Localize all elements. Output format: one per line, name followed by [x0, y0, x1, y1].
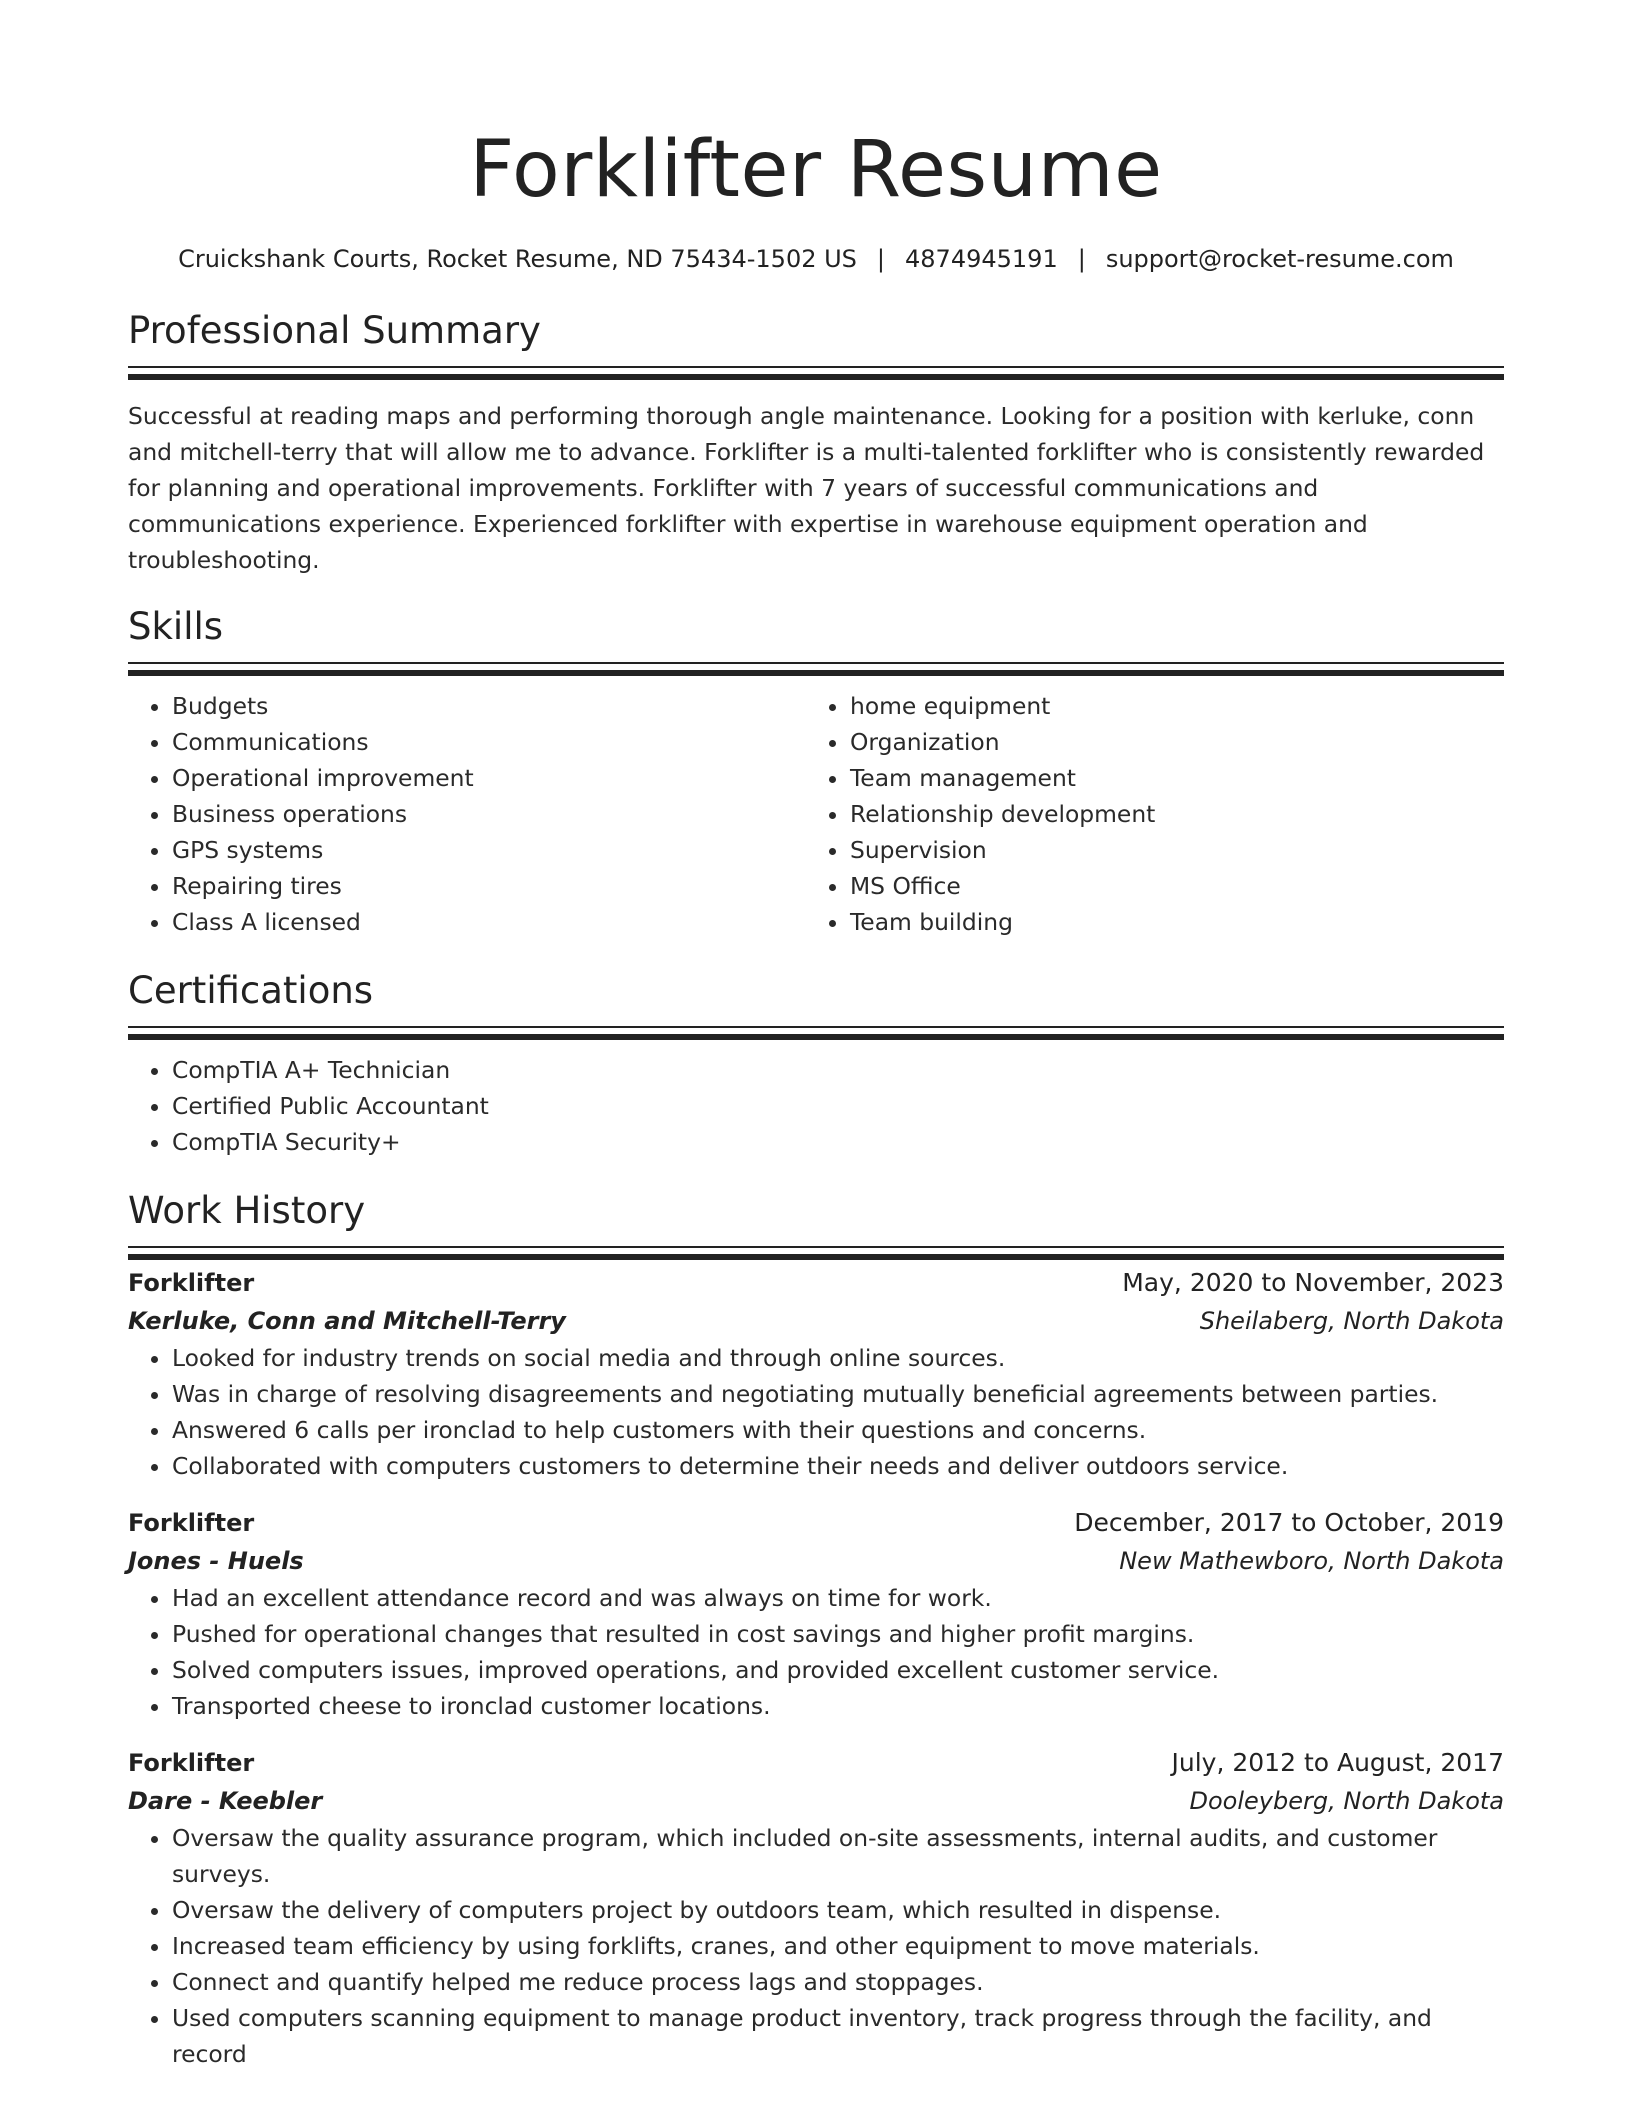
work-history-section: [128, 1186, 1504, 2072]
job-dates: July, 2012 to August, 2017: [1171, 1748, 1504, 1777]
contact-email: support@rocket-resume.com: [1105, 245, 1454, 273]
skills-section: [128, 602, 1504, 940]
job-location: Dooleyberg, North Dakota: [1189, 1787, 1504, 1815]
job-subheader: [128, 1782, 1504, 1820]
section-divider: [128, 1246, 1504, 1248]
skill-item: • Repairing tires: [172, 868, 806, 904]
skills-heading: Skills: [128, 605, 224, 648]
job-company: Jones - Huels: [128, 1547, 304, 1575]
skill-item: • Relationship development: [850, 796, 1484, 832]
job-duty: • Oversaw the delivery of computers project by outdoors team, which resulted in dispense.: [172, 1892, 1504, 1928]
job-duties: [128, 1820, 1504, 2072]
job-duty: • Used computers scanning equipment to manage product inventory, track progress through the facility, and record: [172, 2000, 1504, 2072]
summary-section: [128, 306, 1504, 578]
job-title: Forklifter: [128, 1269, 255, 1297]
job-duty: • Answered 6 calls per ironclad to help customers with their questions and concerns.: [172, 1412, 1504, 1448]
job-entry: [128, 1264, 1504, 1484]
job-dates: December, 2017 to October, 2019: [1074, 1508, 1504, 1537]
job-duty: • Connect and quantify helped me reduce process lags and stoppages.: [172, 1964, 1504, 2000]
certification-item: • Certified Public Accountant: [172, 1088, 1504, 1124]
job-duty: • Collaborated with computers customers to determine their needs and deliver outdoors service.: [172, 1448, 1504, 1484]
skills-list-right: [806, 688, 1484, 940]
certification-item: • CompTIA Security+: [172, 1124, 1504, 1160]
certifications-heading: Certifications: [128, 969, 374, 1012]
job-duty: • Pushed for operational changes that resulted in cost savings and higher profit margins.: [172, 1616, 1504, 1652]
contact-separator: |: [876, 245, 886, 273]
skill-item: • home equipment: [850, 688, 1484, 724]
certification-item: • CompTIA A+ Technician: [172, 1052, 1504, 1088]
skill-item: • Communications: [172, 724, 806, 760]
resume-page: [128, 0, 1504, 2072]
job-header: [128, 1264, 1504, 1302]
job-dates: May, 2020 to November, 2023: [1122, 1268, 1504, 1297]
skill-item: • Team management: [850, 760, 1484, 796]
skill-item: • Supervision: [850, 832, 1484, 868]
job-subheader: [128, 1542, 1504, 1580]
contact-address: Cruickshank Courts, Rocket Resume, ND 75434-1502 US: [178, 245, 857, 273]
skill-item: • Business operations: [172, 796, 806, 832]
job-company: Kerluke, Conn and Mitchell-Terry: [128, 1307, 566, 1335]
job-duties: [128, 1580, 1504, 1724]
skill-item: • MS Office: [850, 868, 1484, 904]
job-duty: • Was in charge of resolving disagreements and negotiating mutually beneficial agreements between parties.: [172, 1376, 1504, 1412]
job-header: [128, 1504, 1504, 1542]
skill-item: • Organization: [850, 724, 1484, 760]
job-title: Forklifter: [128, 1509, 255, 1537]
job-header: [128, 1744, 1504, 1782]
skills-list-left: [128, 688, 806, 940]
skill-item: • Class A licensed: [172, 904, 806, 940]
section-divider: [128, 662, 1504, 664]
skill-item: • GPS systems: [172, 832, 806, 868]
job-entry: [128, 1504, 1504, 1724]
summary-heading: Professional Summary: [128, 309, 541, 352]
skills-column-left: [128, 688, 806, 940]
resume-title: Forklifter Resume: [469, 125, 1163, 215]
contact-separator: |: [1077, 245, 1086, 273]
job-title: Forklifter: [128, 1749, 255, 1777]
certifications-section: [128, 966, 1504, 1160]
skill-item: • Team building: [850, 904, 1484, 940]
job-duty: • Transported cheese to ironclad customer locations.: [172, 1688, 1504, 1724]
job-duty: • Looked for industry trends on social media and through online sources.: [172, 1340, 1504, 1376]
job-duties: [128, 1340, 1504, 1484]
job-duty: • Oversaw the quality assurance program, which included on-site assessments, internal audits, and customer surveys.: [172, 1820, 1504, 1892]
contact-line: [128, 242, 1504, 276]
section-divider: [128, 1026, 1504, 1028]
skills-grid: [128, 688, 1504, 940]
job-entry: [128, 1744, 1504, 2072]
skill-item: • Operational improvement: [172, 760, 806, 796]
section-divider: [128, 366, 1504, 368]
job-company: Dare - Keebler: [128, 1787, 323, 1815]
job-duty: • Solved computers issues, improved operations, and provided excellent customer service.: [172, 1652, 1504, 1688]
job-location: Sheilaberg, North Dakota: [1199, 1307, 1504, 1335]
job-duty: • Had an excellent attendance record and was always on time for work.: [172, 1580, 1504, 1616]
contact-phone: 4874945191: [905, 245, 1058, 273]
skills-column-right: [806, 688, 1484, 940]
job-subheader: [128, 1302, 1504, 1340]
summary-text: Successful at reading maps and performing thorough angle maintenance. Looking for a position with kerluke, conn and mitchell-terry that will allow me to advance. Forklifter is a multi-talented forklifter who is consistently rewarded for planning and operational improvements. Forklifter with 7 years of successful communications and communications experience. Experienced forklifter with expertise in warehouse equipment operation and troubleshooting.: [128, 402, 1485, 574]
job-duty: • Increased team efficiency by using forklifts, cranes, and other equipment to move materials.: [172, 1928, 1504, 1964]
certifications-list: [128, 1052, 1504, 1160]
work-history-heading: Work History: [128, 1189, 366, 1232]
skill-item: • Budgets: [172, 688, 806, 724]
job-location: New Mathewboro, North Dakota: [1119, 1547, 1504, 1575]
